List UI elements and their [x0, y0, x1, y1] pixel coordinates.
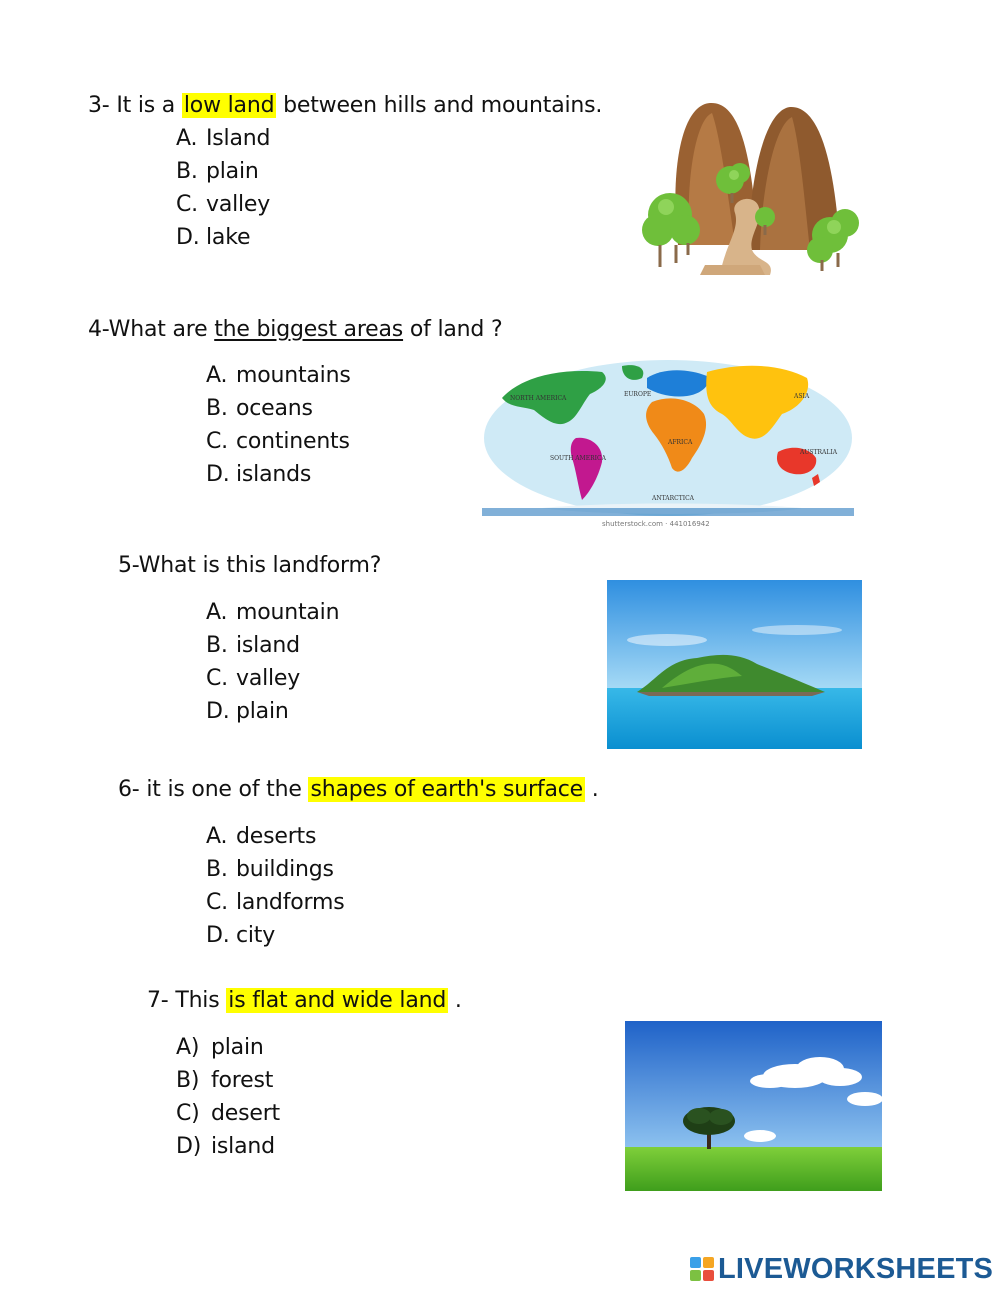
option-4b[interactable]: B. oceans: [206, 396, 313, 421]
option-7b[interactable]: B) forest: [176, 1068, 274, 1093]
question-4-suffix: of land ?: [409, 317, 503, 342]
option-7a[interactable]: A) plain: [176, 1035, 264, 1060]
question-7-prefix: 7- This: [147, 988, 220, 1013]
question-6-suffix: .: [591, 777, 599, 802]
option-7d[interactable]: D) island: [176, 1134, 275, 1159]
question-6-options: [206, 820, 344, 952]
map-label-antarctica: ANTARCTICA: [652, 495, 694, 502]
question-5: [118, 552, 381, 580]
option-6a[interactable]: A. deserts: [206, 824, 317, 849]
question-4-prefix: 4-What are: [88, 317, 208, 342]
option-7c[interactable]: C) desert: [176, 1101, 280, 1126]
question-3-prefix: 3- It is a: [88, 93, 176, 118]
brand-name[interactable]: LIVEWORKSHEETS: [718, 1253, 994, 1285]
option-5d[interactable]: D. plain: [206, 699, 289, 724]
option-4a[interactable]: A. mountains: [206, 363, 351, 388]
map-label-north-america: NORTH AMERICA: [510, 395, 567, 402]
option-5b[interactable]: B. island: [206, 633, 300, 658]
valley-illustration: [640, 95, 870, 275]
question-4-options: [206, 359, 351, 491]
question-3: [88, 92, 602, 120]
liveworksheets-logo-icon: [690, 1257, 714, 1281]
map-label-australia: AUSTRALIA: [800, 449, 838, 456]
map-label-asia: ASIA: [794, 393, 810, 400]
question-7-options: [176, 1031, 280, 1163]
map-label-south-america: SOUTH AMERICA: [550, 455, 606, 462]
question-7-suffix: .: [454, 988, 462, 1013]
option-5c[interactable]: C. valley: [206, 666, 301, 691]
option-3a[interactable]: A. Island: [176, 126, 271, 151]
map-label-africa: AFRICA: [668, 439, 693, 446]
option-5a[interactable]: A. mountain: [206, 600, 340, 625]
question-7-highlight: is flat and wide land: [228, 988, 447, 1013]
question-4: [88, 316, 502, 344]
option-6c[interactable]: C. landforms: [206, 890, 345, 915]
liveworksheets-brand: [690, 1252, 993, 1286]
option-3c[interactable]: C. valley: [176, 192, 271, 217]
question-7: [147, 987, 462, 1015]
question-4-underline: the biggest areas: [214, 317, 404, 342]
map-label-europe: EUROPE: [624, 391, 652, 398]
plain-photo: [625, 1021, 882, 1191]
option-3d[interactable]: D. lake: [176, 225, 251, 250]
question-6-highlight: shapes of earth's surface: [310, 777, 583, 802]
question-6: [118, 776, 599, 804]
world-map-image: [482, 358, 854, 530]
island-photo: [607, 580, 862, 749]
option-6d[interactable]: D. city: [206, 923, 276, 948]
map-credit: shutterstock.com · 441016942: [602, 520, 710, 528]
option-4d[interactable]: D. islands: [206, 462, 312, 487]
option-6b[interactable]: B. buildings: [206, 857, 334, 882]
question-6-prefix: 6- it is one of the: [118, 777, 302, 802]
question-3-suffix: between hills and mountains.: [283, 93, 603, 118]
question-3-highlight: low land: [183, 93, 275, 118]
option-3b[interactable]: B. plain: [176, 159, 259, 184]
question-3-options: [176, 122, 270, 254]
question-5-options: [206, 596, 339, 728]
option-4c[interactable]: C. continents: [206, 429, 350, 454]
question-5-text: 5-What is this landform?: [118, 553, 382, 578]
